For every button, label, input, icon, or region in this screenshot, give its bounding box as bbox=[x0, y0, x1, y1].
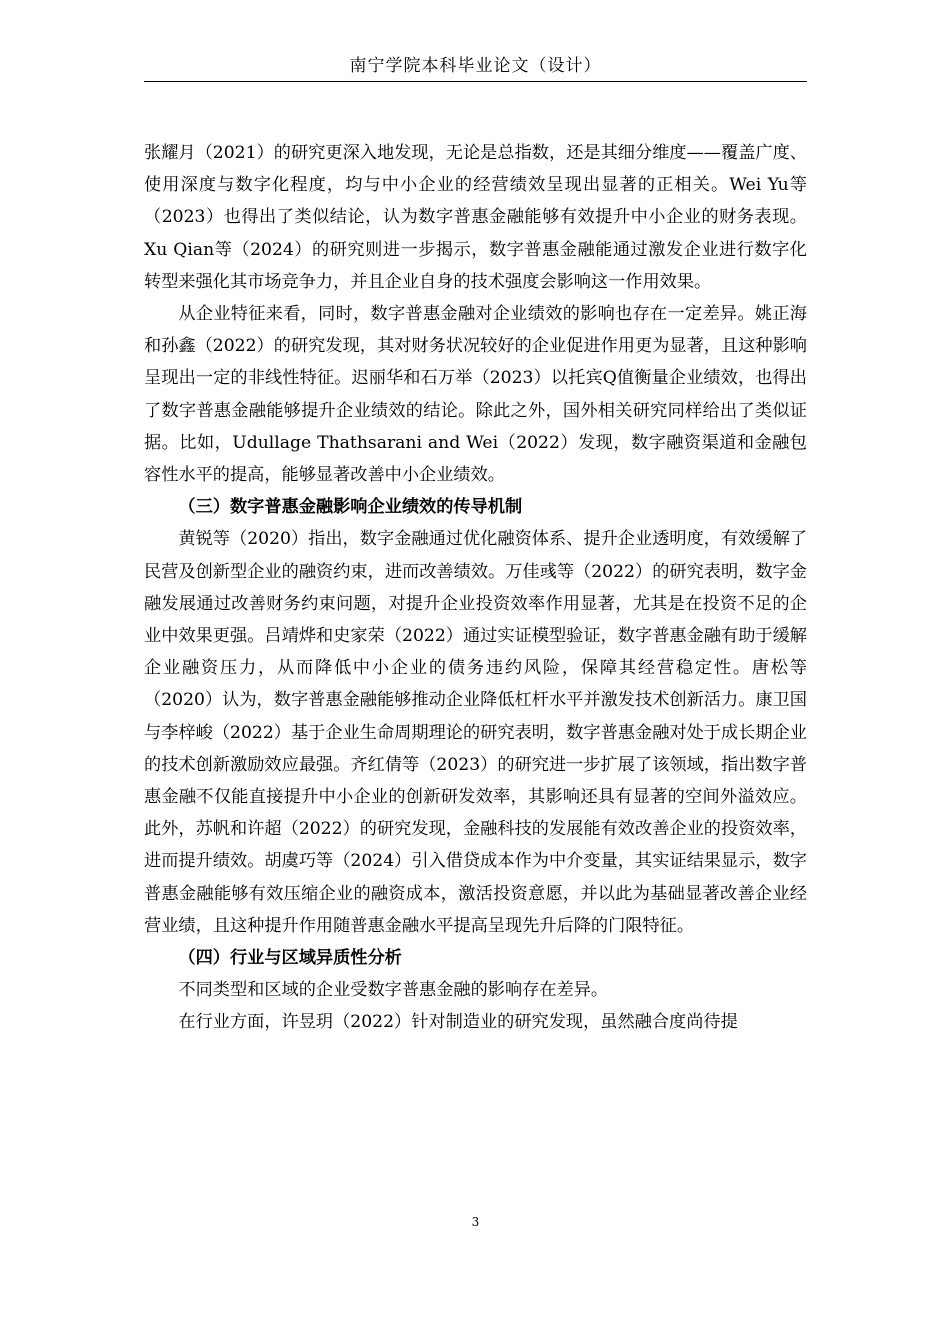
header-divider bbox=[144, 81, 807, 82]
section-heading-transmission-mechanism: （三）数字普惠金融影响企业绩效的传导机制 bbox=[178, 497, 523, 518]
paragraph-continuation: 张耀月（2021）的研究更深入地发现，无论是总指数，还是其细分维度——覆盖广度、使用深度与数字化程度，均与中小企业的经营绩效呈现出显著的正相关。Wei Yu等（2023）也得出了类似结论，认为数字普惠金融能够有效提升中小企业的财务表现。Xu Qian等（2024）的研究则进一步揭示，数字普惠金融能通过激发企业进行数字化转型来强化其市场竞争力，并且企业自身的技术强度会影响这一作用效果。 bbox=[144, 143, 807, 292]
paragraph-industry-aspect: 在行业方面，许昱玥（2022）针对制造业的研究发现，虽然融合度尚待提 bbox=[178, 1012, 738, 1033]
paragraph-heterogeneity-intro: 不同类型和区域的企业受数字普惠金融的影响存在差异。 bbox=[178, 980, 609, 1001]
page-number: 3 bbox=[471, 1215, 480, 1229]
body-text bbox=[144, 137, 807, 1039]
paragraph-enterprise-characteristics: 从企业特征来看，同时，数字普惠金融对企业绩效的影响也存在一定差异。姚正海和孙鑫（2022）的研究发现，其对财务状况较好的企业促进作用更为显著，且这种影响呈现出一定的非线性特征。迟丽华和石万举（2023）以托宾Q值衡量企业绩效，也得出了数字普惠金融能够提升企业绩效的结论。除此之外，国外相关研究同样给出了类似证据。比如，Udullage Thathsarani and Wei（2022）发现，数字融资渠道和金融包容性水平的提高，能够显著改善中小企业绩效。 bbox=[144, 304, 807, 486]
paragraph-transmission-mechanism: 黄锐等（2020）指出，数字金融通过优化融资体系、提升企业透明度，有效缓解了民营及创新型企业的融资约束，进而改善绩效。万佳彧等（2022）的研究表明，数字金融发展通过改善财务约束问题，对提升企业投资效率作用显著，尤其是在投资不足的企业中效果更强。吕靖烨和史家荣（2022）通过实证模型验证，数字普惠金融有助于缓解企业融资压力，从而降低中小企业的债务违约风险，保障其经营稳定性。唐松等（2020）认为，数字普惠金融能够推动企业降低杠杆水平并激发技术创新活力。康卫国与李梓峻（2022）基于企业生命周期理论的研究表明，数字普惠金融对处于成长期企业的技术创新激励效应最强。齐红倩等（2023）的研究进一步扩展了该领域，指出数字普惠金融不仅能直接提升中小企业的创新研发效率，其影响还具有显著的空间外溢效应。此外，苏帆和许超（2022）的研究发现，金融科技的发展能有效改善企业的投资效率，进而提升绩效。胡虞巧等（2024）引入借贷成本作为中介变量，其实证结果显示，数字普惠金融能够有效压缩企业的融资成本，激活投资意愿，并以此为基础显著改善企业经营业绩，且这种提升作用随普惠金融水平提高呈现先升后降的门限特征。 bbox=[144, 529, 807, 936]
page-header-title: 南宁学院本科毕业论文（设计） bbox=[349, 56, 602, 76]
section-heading-heterogeneity: （四）行业与区域异质性分析 bbox=[178, 948, 402, 969]
